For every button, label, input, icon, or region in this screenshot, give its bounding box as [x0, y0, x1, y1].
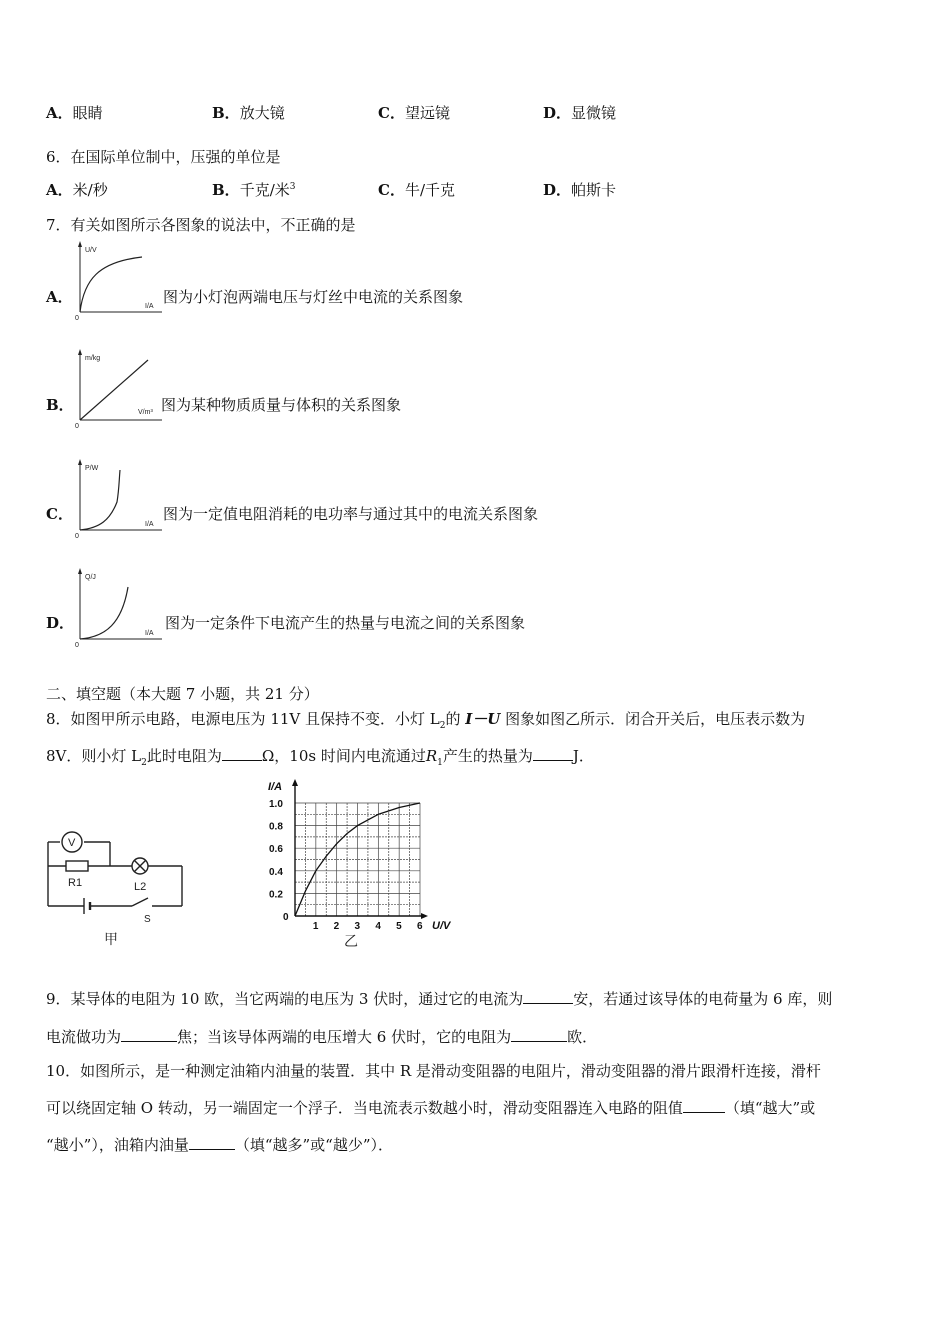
y-tick-label: 0.2 — [269, 889, 283, 901]
q6-option-d: D．帕斯卡 — [543, 181, 617, 199]
x-axis-label: I/A — [145, 630, 154, 637]
q6-option-c: C．牛/千克 — [378, 181, 456, 199]
q8-line1: 8．如图甲所示电路，电源电压为 11V 且保持不变．小灯 $L_2$的 I－U 图象如图乙所示．闭合开关后，电压表示数为 — [46, 710, 806, 731]
switch-label: S — [144, 914, 151, 925]
q5-option-b: B．放大镜 — [212, 104, 285, 122]
q9-line1: 9．某导体的电阻为 10 欧，当它两端的电压为 3 伏时，通过它的电流为 安，若通过该导体的电荷量为 6 库，则 — [46, 990, 833, 1008]
circuit-caption: 甲 — [104, 931, 118, 947]
x-tick-label: 2 — [333, 921, 340, 932]
y-axis-arrow — [78, 241, 82, 247]
q7-option-c-text: 图为一定值电阻消耗的电功率与通过其中的电流关系图象 — [163, 505, 539, 523]
x-axis-label: I/A — [145, 521, 154, 528]
curve — [80, 470, 120, 530]
q7-option-d-label: D． — [46, 614, 75, 632]
y-axis-label: Q/J — [85, 574, 96, 581]
q9-line2: 电流做功为 焦；当该导体两端的电压增大 6 伏时，它的电阻为 欧． — [46, 1028, 598, 1046]
x-tick-label: 4 — [375, 921, 381, 932]
q8-line2: 8V．则小灯 $L_2$此时电阻为 Ω，10s 时间内电流通过$R_1$产生的热量为 J． — [46, 747, 594, 768]
q6-option-a: A．米/秒 — [46, 181, 108, 199]
q8-iu-graph — [260, 776, 470, 952]
r1-label: R1 — [68, 877, 83, 889]
q7-option-b-label: B． — [46, 396, 74, 414]
q7-stem: 7．有关如图所示各图象的说法中，不正确的是 — [46, 216, 356, 234]
q5-option-d: D．显微镜 — [543, 104, 617, 122]
origin-label: 0 — [75, 423, 79, 430]
graph-caption: 乙 — [344, 933, 358, 949]
q10-blank-2[interactable] — [189, 1134, 235, 1150]
x-axis-label: U/V — [432, 920, 451, 932]
q8-circuit-diagram — [40, 818, 200, 948]
q5-option-a: A．眼睛 — [46, 104, 103, 122]
q8-blank-2[interactable] — [533, 745, 573, 761]
q5-option-c: C．望远镜 — [378, 104, 450, 122]
q7-d-graph — [70, 567, 166, 649]
y-tick-label: 0.8 — [269, 821, 283, 833]
voltmeter-label: V — [68, 837, 76, 849]
resistor-r1 — [66, 861, 88, 871]
y-tick-label: 0.4 — [269, 866, 283, 878]
q8-blank-1[interactable] — [222, 745, 262, 761]
q7-option-b-text: 图为某种物质质量与体积的关系图象 — [161, 396, 402, 414]
x-axis-label: V/m³ — [138, 409, 153, 416]
y-axis-label: P/W — [85, 465, 99, 472]
y-axis-label: I/A — [268, 781, 283, 793]
q6-stem: 6．在国际单位制中，压强的单位是 — [46, 148, 281, 166]
section-heading: 二、填空题（本大题 7 小题，共 21 分） — [46, 685, 319, 703]
origin-label: 0 — [75, 642, 79, 649]
q7-option-a-text: 图为小灯泡两端电压与灯丝中电流的关系图象 — [163, 288, 464, 306]
q9-blank-3[interactable] — [511, 1026, 567, 1042]
curve — [80, 257, 142, 312]
x-axis-label: I/A — [145, 303, 154, 310]
y-axis-arrow — [78, 459, 82, 465]
q7-a-graph — [70, 240, 166, 322]
x-tick-label: 3 — [354, 921, 361, 932]
q7-c-graph — [70, 458, 166, 540]
q10-line1: 10．如图所示，是一种测定油箱内油量的装置．其中 R 是滑动变阻器的电阻片，滑动变阻器的滑片跟滑杆连接，滑杆 — [46, 1062, 821, 1080]
l2-label: L2 — [134, 881, 147, 893]
q10-line2: 可以绕固定轴 O 转动，另一端固定一个浮子．当电流表示数越小时，滑动变阻器连入电路的阻值 （填“越大”或 — [46, 1099, 816, 1117]
q7-option-a-label: A． — [46, 288, 73, 306]
x-tick-label: 1 — [312, 921, 319, 932]
q7-option-d-text: 图为一定条件下电流产生的热量与电流之间的关系图象 — [165, 614, 526, 632]
y-tick-label: 0.6 — [269, 844, 283, 856]
q10-line3: “越小”），油箱内油量 （填“越多”或“越少”）． — [46, 1136, 394, 1154]
y-axis-label: m/kg — [85, 355, 101, 362]
y-tick-label: 0 — [283, 912, 289, 923]
y-axis-arrow — [78, 568, 82, 574]
y-tick-label: 1.0 — [269, 799, 283, 810]
q7-option-c-label: C． — [46, 505, 73, 523]
origin-label: 0 — [75, 533, 79, 540]
x-axis-arrow — [421, 913, 428, 919]
y-axis-arrow — [78, 349, 82, 355]
y-axis-label: U/V — [85, 247, 97, 254]
q7-b-graph — [70, 348, 166, 430]
x-tick-label: 5 — [396, 921, 402, 932]
q9-blank-1[interactable] — [523, 988, 573, 1004]
q6-option-b: B．千克/米$^3$ — [212, 181, 296, 199]
y-axis-arrow — [292, 779, 298, 786]
switch-lever — [132, 898, 148, 906]
x-tick-label: 6 — [417, 921, 423, 932]
curve — [80, 587, 128, 639]
q9-blank-2[interactable] — [121, 1026, 177, 1042]
origin-label: 0 — [75, 315, 79, 322]
q10-blank-1[interactable] — [683, 1097, 725, 1113]
